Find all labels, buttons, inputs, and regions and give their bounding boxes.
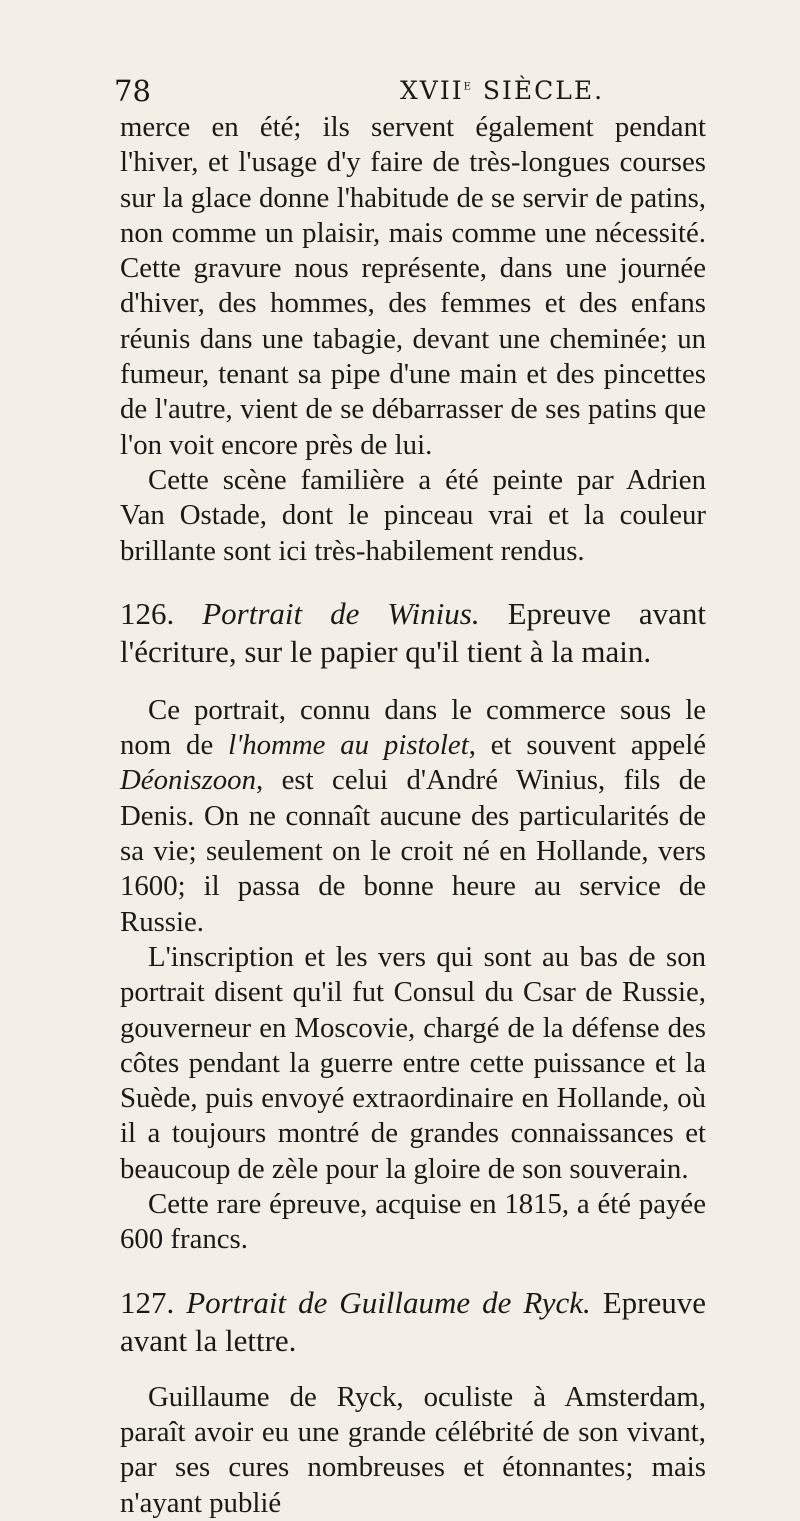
running-title-suffix: SIÈCLE. — [472, 76, 605, 105]
entry-127-body — [120, 1380, 706, 1521]
entry-126-body — [120, 693, 706, 1258]
paragraph: Cette rare épreuve, acquise en 1815, a été payée 600 francs. — [120, 1188, 706, 1256]
running-head — [100, 58, 704, 110]
running-title-sup: e — [463, 77, 473, 94]
entry-127-heading — [120, 1284, 706, 1360]
entry-title: Portrait de Winius. — [202, 595, 480, 631]
entry-description: Epreuve avant la lettre. — [120, 1284, 707, 1358]
entry-number: 127. — [120, 1284, 175, 1320]
paragraph: L'inscription et les vers qui sont au bas de son portrait disent qu'il fut Consul du Csar de Russie, gouverneur en Moscovie, chargé de la défense des côtes pendant la guerre entre cette puissance et la Suède, puis envoyé extraordinaire en Hollande, où il a toujours montré de grandes connaissances et beaucoup de zèle pour la gloire de son souverain. — [120, 940, 706, 1185]
body-text-top — [120, 110, 706, 569]
page-number: 78 — [114, 74, 151, 108]
running-title-prefix: XVII — [400, 76, 464, 105]
running-title — [400, 76, 604, 105]
paragraph — [120, 693, 706, 940]
paragraph: Cette scène familière a été peinte par Adrien Van Ostade, dont le pinceau vrai et la couleur brillante sont ici très-habilement rendus. — [120, 463, 706, 567]
text-run: Ce portrait, connu dans le commerce sous le nom de — [120, 693, 706, 762]
text-run: , et souvent appelé — [468, 729, 706, 762]
entry-title: Portrait de Guillaume de Ryck. — [186, 1284, 591, 1320]
paragraph: Guillaume de Ryck, oculiste à Amsterdam, paraît avoir eu une grande célébrité de son vivant, par ses cures nombreuses et étonnantes; mais n'ayant publié — [120, 1380, 706, 1519]
italic-run: Déoniszoon — [120, 764, 256, 797]
entry-number: 126. — [120, 595, 175, 631]
paragraph: merce en été; ils servent également pendant l'hiver, et l'usage d'y faire de très-longues courses sur la glace donne l'habitude de se servir de patins, non comme un plaisir, mais comme une nécessité. Cette gravure nous représente, dans une journée d'hiver, des hommes, des femmes et des enfans réunis dans une tabagie, devant une cheminée; un fumeur, tenant sa pipe d'une main et des pincettes de l'autre, vient de se débarrasser de ses patins que l'on voit encore près de lui. — [120, 111, 706, 461]
text-run: , est celui d'André Winius, fils de Denis. On ne connaît aucune des particularités de sa vie; seulement on le croit né en Hollande, vers 1600; il passa de bonne heure au service de Russie. — [120, 764, 706, 938]
entry-description: Epreuve avant l'écriture, sur le papier qu'il tient à la main. — [120, 595, 706, 669]
entry-126-heading — [120, 595, 706, 671]
italic-run: l'homme au pistolet — [228, 729, 469, 762]
